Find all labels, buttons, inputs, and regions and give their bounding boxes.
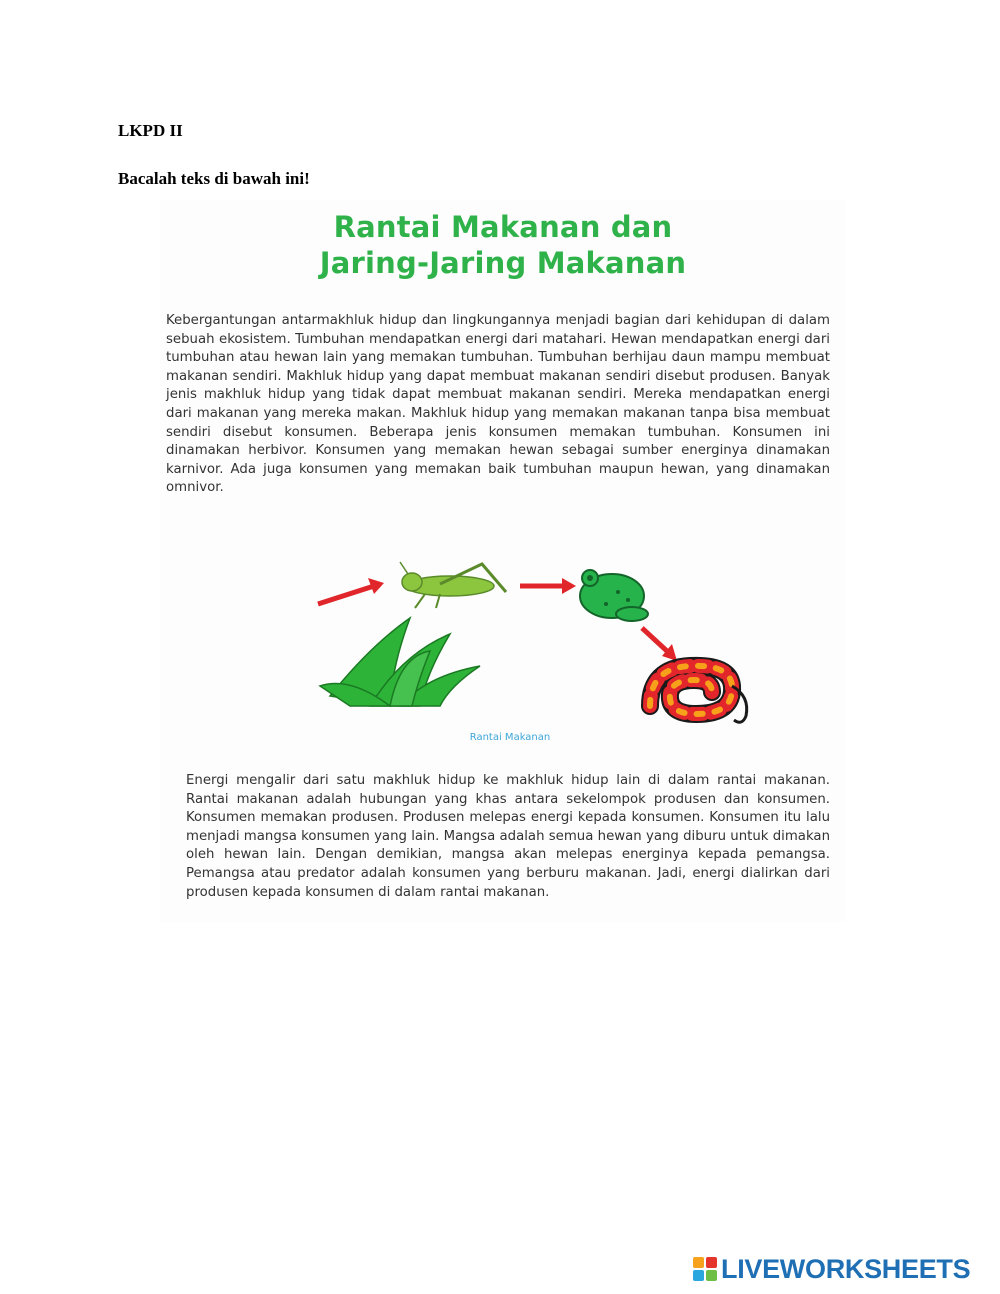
- liveworksheets-logo-icon: [693, 1257, 717, 1281]
- food-chain-figure: [250, 556, 770, 736]
- frog-icon: [580, 570, 648, 621]
- arrow-icon: [318, 578, 384, 604]
- grasshopper-icon: [400, 562, 506, 608]
- worksheet-heading: LKPD II: [118, 121, 183, 140]
- arrow-icon: [520, 578, 576, 594]
- article-paragraph-2: Energi mengalir dari satu makhluk hidup ke makhluk hidup lain di dalam rantai makanan. Rantai makanan adalah hubungan yang khas antara sekelompok produsen dan konsumen. Konsumen memakan produsen. Produsen melepas energi kepada konsumen. Konsumen itu lalu menjadi mangsa konsumen yang lain. Mangsa adalah semua hewan yang diburu untuk dimakan oleh hewan lain. Dengan demikian, mangsa akan melepas energinya kepada pemangsa. Pemangsa atau predator adalah konsumen yang berburu makanan. Jadi, energi dialirkan dari produsen kepada konsumen di dalam rantai makanan.: [186, 773, 830, 900]
- article-title-line2: Jaring-Jaring Makanan: [319, 246, 687, 280]
- article-paragraph-1: Kebergantungan antarmakhluk hidup dan lingkungannya menjadi bagian dari kehidupan di dalam sebuah ekosistem. Tumbuhan mendapatkan energi dari matahari. Hewan mendapatkan energi dari tumbuhan atau hewan lain yang memakan tumbuhan. Tumbuhan berhijau daun mampu membuat makanan sendiri. Makhluk hidup yang dapat membuat makanan sendiri disebut produsen. Banyak jenis makhluk hidup yang tidak dapat membuat makanan sendiri. Mereka mendapatkan energi dari makanan yang mereka makan. Makhluk hidup yang memakan makanan tanpa bisa membuat sendiri disebut konsumen. Beberapa jenis konsumen memakan tumbuhan. Konsumen ini dinamakan herbivor. Konsumen yang memakan hewan sebagai sumber energinya dinamakan karnivor. Ada juga konsumen yang memakan baik tumbuhan maupun hewan, yang dinamakan omnivor.: [166, 313, 830, 496]
- article-title-line1: Rantai Makanan dan: [333, 210, 673, 244]
- figure-caption: Rantai Makanan: [469, 732, 551, 743]
- article-image: [160, 200, 846, 922]
- liveworksheets-logo[interactable]: [693, 1254, 970, 1284]
- brand-name: LIVEWORKSHEETS: [721, 1253, 971, 1284]
- arrow-icon: [642, 628, 677, 661]
- snake-icon: [650, 666, 747, 722]
- grass-icon: [320, 618, 480, 706]
- worksheet-instruction: Bacalah teks di bawah ini!: [118, 169, 310, 188]
